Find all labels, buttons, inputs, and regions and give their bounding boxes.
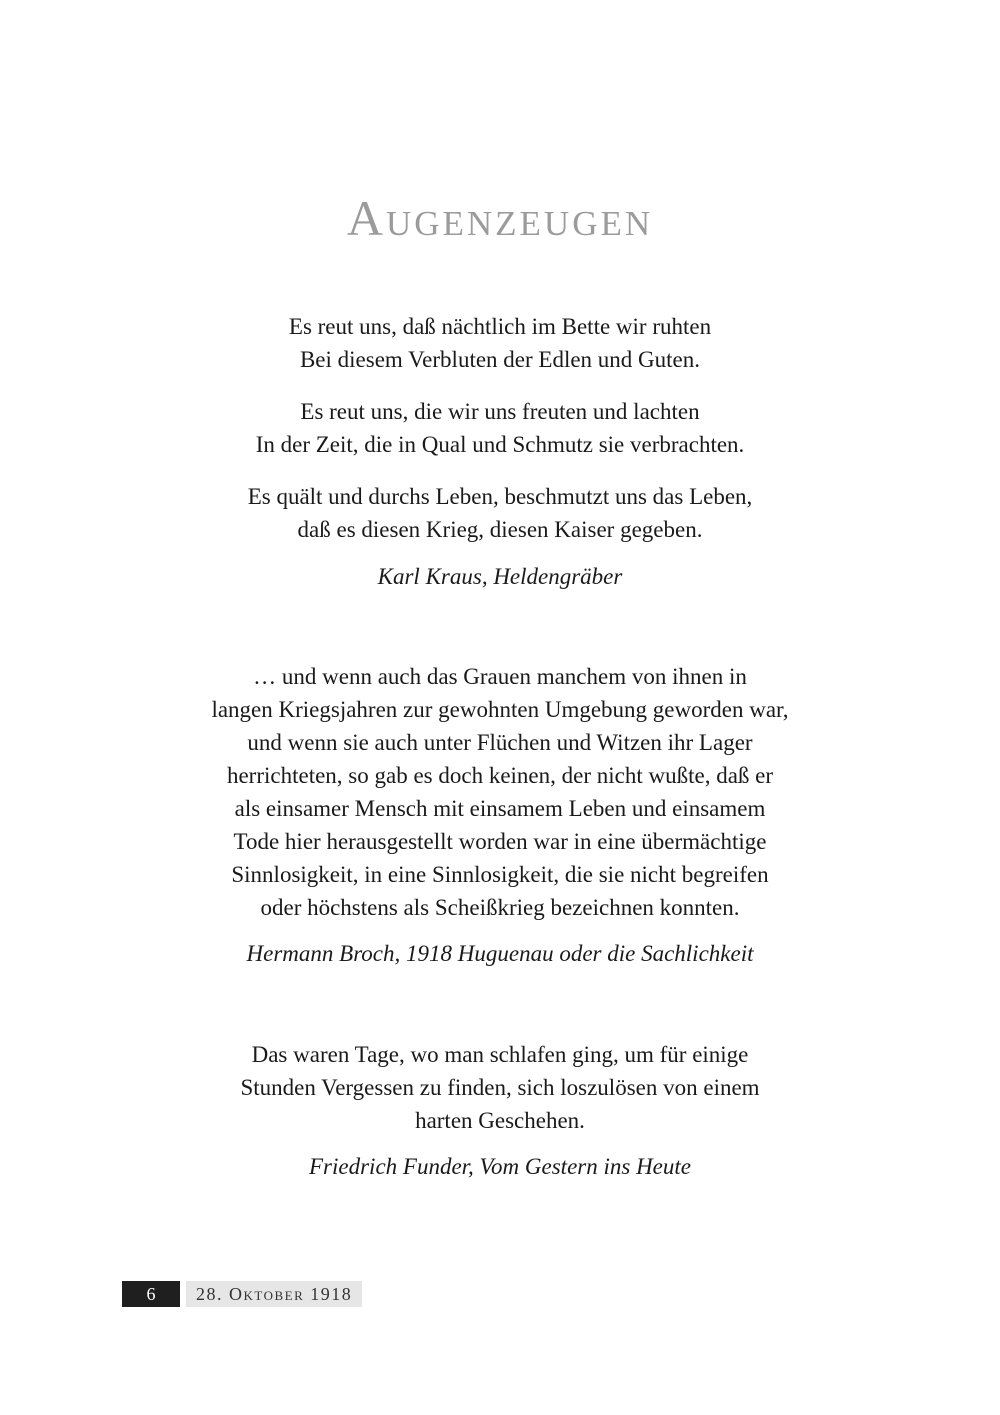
- running-head: 28. Oktober 1918: [186, 1281, 362, 1307]
- page-number: 6: [122, 1281, 180, 1307]
- prose-line: Das waren Tage, wo man schlafen ging, um für einige: [251, 1042, 749, 1067]
- prose-line: … und wenn auch das Grauen manchem von ihnen in: [253, 664, 747, 689]
- quote-attribution: Friedrich Funder, Vom Gestern ins Heute: [309, 1154, 691, 1179]
- prose-passage: [0, 660, 1000, 924]
- page-footer: [122, 1281, 362, 1307]
- verse-line: Es quält und durchs Leben, beschmutzt uns das Leben,: [247, 484, 753, 509]
- verse-line: Bei diesem Verbluten der Edlen und Guten.: [299, 347, 701, 372]
- stanza: [0, 480, 1000, 546]
- quote-attribution: Hermann Broch, 1918 Huguenau oder die Sachlichkeit: [246, 941, 754, 966]
- prose-line: langen Kriegsjahren zur gewohnten Umgebung geworden war,: [211, 697, 789, 722]
- prose-line: und wenn sie auch unter Flüchen und Witzen ihr Lager: [247, 730, 753, 755]
- verse-line: Es reut uns, daß nächtlich im Bette wir ruhten: [288, 314, 712, 339]
- prose-line: harten Geschehen.: [415, 1108, 585, 1133]
- prose-line: als einsamer Mensch mit einsamem Leben und einsamem: [234, 796, 766, 821]
- page-title: Augenzeugen: [346, 190, 654, 246]
- verse-line: daß es diesen Krieg, diesen Kaiser gegeben.: [297, 517, 703, 542]
- quote-kraus: [0, 310, 1000, 593]
- quote-broch: [0, 660, 1000, 970]
- prose-line: Tode hier herausgestellt worden war in eine übermächtige: [233, 829, 767, 854]
- quote-attribution: Karl Kraus, Heldengräber: [377, 564, 623, 589]
- verse-line: In der Zeit, die in Qual und Schmutz sie verbrachten.: [255, 432, 745, 457]
- stanza: [0, 395, 1000, 461]
- prose-line: oder höchstens als Scheißkrieg bezeichnen konnten.: [260, 895, 740, 920]
- prose-passage: [0, 1038, 1000, 1137]
- prose-line: Sinnlosigkeit, in eine Sinnlosigkeit, die sie nicht begreifen: [231, 862, 769, 887]
- prose-line: herrichteten, so gab es doch keinen, der nicht wußte, daß er: [226, 763, 774, 788]
- stanza: [0, 310, 1000, 376]
- prose-line: Stunden Vergessen zu finden, sich loszulösen von einem: [240, 1075, 760, 1100]
- quote-funder: [0, 1038, 1000, 1183]
- verse-line: Es reut uns, die wir uns freuten und lachten: [300, 399, 700, 424]
